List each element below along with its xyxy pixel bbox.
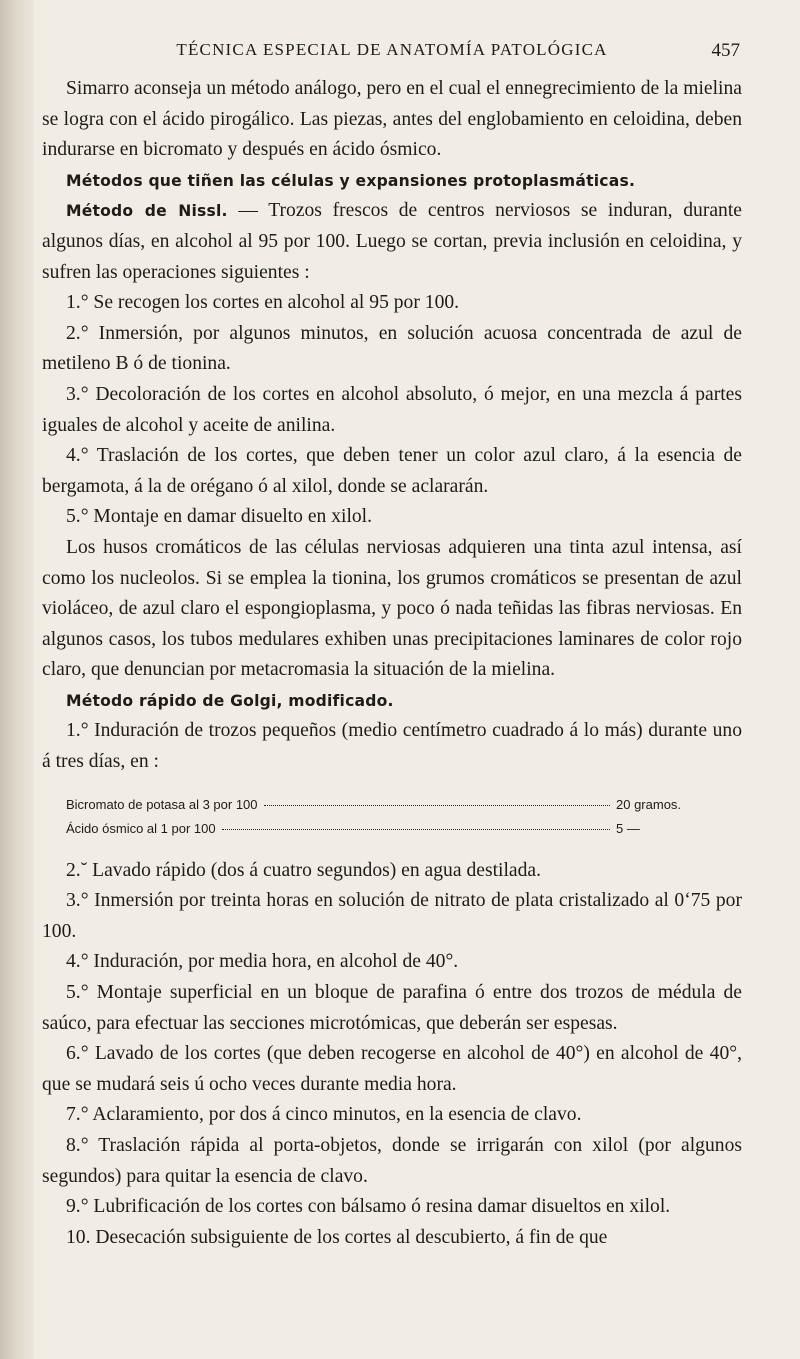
formula-quantity: 20 gramos. <box>616 796 682 812</box>
nissl-method-title: Método de Nissl. <box>66 202 228 221</box>
golgi-step-5: 5.° Montaje superficial en un bloque de parafina ó entre dos trozos de médula de saúco, para efectuar las secciones microtómicas, que deberán ser espesas. <box>42 982 742 1034</box>
golgi-step-6: 6.° Lavado de los cortes (que deben recogerse en alcohol de 40°) en alcohol de 40°, que se mudará seis ú ocho veces durante media hora. <box>42 1043 742 1095</box>
nissl-step-4: 4.° Traslación de los cortes, que deben tener un color azul claro, á la esencia de bergamota, á la de orégano ó al xilol, donde se aclararán. <box>42 445 742 497</box>
book-page <box>42 40 742 1253</box>
running-head-title: TÉCNICA ESPECIAL DE ANATOMÍA PATOLÓGICA <box>176 40 608 59</box>
section-heading-golgi: Método rápido de Golgi, modificado. <box>66 691 394 710</box>
page-number: 457 <box>711 40 740 61</box>
golgi-step-4: 4.° Induración, por media hora, en alcohol de 40°. <box>66 951 459 973</box>
section-heading-staining: Métodos que tiñen las células y expansiones protoplasmáticas. <box>66 171 636 190</box>
golgi-step-3: 3.° Inmersión por treinta horas en solución de nitrato de plata cristalizado al 0‘75 por 100. <box>42 890 742 942</box>
formula-row <box>66 814 706 838</box>
golgi-step-8: 8.° Traslación rápida al porta-objetos, donde se irrigarán con xilol (por algunos segundos) para quitar la esencia de clavo. <box>42 1135 742 1187</box>
formula-table <box>66 790 706 838</box>
formula-row <box>66 790 706 814</box>
golgi-step-2: 2.˘ Lavado rápido (dos á cuatro segundos) en agua destilada. <box>66 859 541 881</box>
nissl-method-text: — Trozos frescos de centros nerviosos se induran, durante algunos días, en alcohol al 95 por 100. Luego se cortan, previa inclusión en celoidina, y sufren las operaciones siguientes : <box>42 200 742 283</box>
body-text <box>42 74 742 1253</box>
golgi-step-7: 7.° Aclaramiento, por dos á cinco minutos, en la esencia de clavo. <box>66 1104 582 1126</box>
leader-dots <box>222 829 610 830</box>
paragraph-nissl-method <box>42 196 742 288</box>
running-head <box>42 40 742 74</box>
paragraph-intro: Simarro aconseja un método análogo, pero en el cual el ennegrecimiento de la mielina se logra con el ácido pirogálico. Las piezas, antes del englobamiento en celoidina, deben indurarse en bicromato y después en ácido ósmico. <box>42 78 742 161</box>
formula-ingredient: Ácido ósmico al 1 por 100 <box>66 820 216 836</box>
golgi-step-9: 9.° Lubrificación de los cortes con bálsamo ó resina damar disueltos en xilol. <box>66 1196 671 1218</box>
nissl-step-3: 3.° Decoloración de los cortes en alcohol absoluto, ó mejor, en una mezcla á partes iguales de alcohol y aceite de anilina. <box>42 383 742 436</box>
golgi-step-1: 1.° Induración de trozos pequeños (medio centímetro cuadrado á lo más) durante uno á tres días, en : <box>42 720 742 773</box>
book-gutter-shadow <box>0 0 34 1359</box>
golgi-step-10: 10. Desecación subsiguiente de los cortes al descubierto, á fin de que <box>66 1226 608 1248</box>
formula-ingredient: Bicromato de potasa al 3 por 100 <box>66 796 258 812</box>
nissl-step-2: 2.° Inmersión, por algunos minutos, en solución acuosa concentrada de azul de metileno B ó de tionina. <box>42 322 742 375</box>
leader-dots <box>264 805 610 806</box>
nissl-step-5: 5.° Montaje en damar disuelto en xilol. <box>66 506 373 528</box>
paragraph-nissl-results: Los husos cromáticos de las células nerviosas adquieren una tinta azul intensa, así como los nucleolos. Si se emplea la tionina, los grumos cromáticos se presentan de azul violáceo, de azul claro el espongioplasma, y poco ó nada teñidas las fibras nerviosas. En algunos casos, los tubos medulares exhiben unas precipitaciones laminares de color rojo claro, que denuncian por metacromasia la situación de la mielina. <box>42 536 742 681</box>
nissl-step-1: 1.° Se recogen los cortes en alcohol al 95 por 100. <box>66 292 460 314</box>
formula-quantity: 5 — <box>616 820 640 836</box>
